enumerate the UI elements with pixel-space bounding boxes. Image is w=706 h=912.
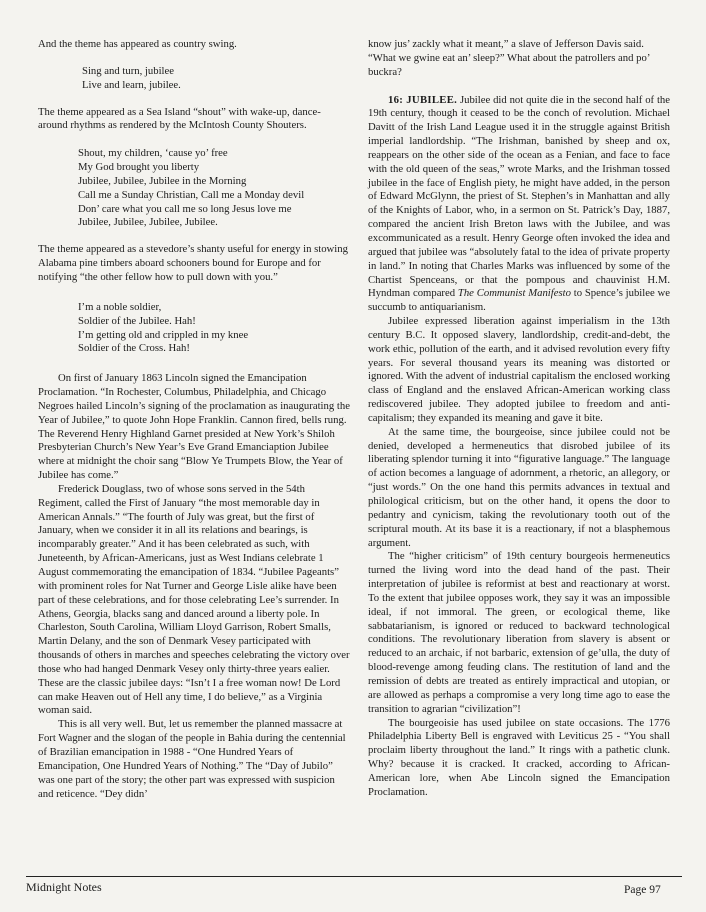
- paragraph: Frederick Douglass, two of whose sons served in the 54th Regiment, called the First of January “the most memorable day in American Annals.” “The fourth of July was great, but the first of January, when we consider it in all its relations and bearings, is incomparably greater.” And it has been celebrated as such, with Juneteenth, by African-Americans, just as West Indians celebrate 1 August commemorating the emancipation of 1834. “Jubilee Pageants” with prominent roles for Nat Turner and George Lisle alike have been part of these celebrations, and for those celebrating Lee’s surrender. In Athens, Georgia, blacks sang and danced around a liberty pole. In Charleston, South Carolina, William Lloyd Garrison, Robert Smalls, Martin Delany, and the son of Denmark Vesey participated with thousands of others in marches and speeches celebrating the victory over those who had hanged Denmark Vesey only thirty-three years ealier. These are the classic jubilee days: “Isn’t I a free woman now! De Lord can make Heaven out of Hell any time, I do believe,” as a Virginia woman said.: [38, 482, 350, 717]
- verse-line: Jubilee, Jubilee, Jubilee in the Morning: [78, 174, 247, 187]
- verse-shanty: [38, 301, 350, 356]
- paragraph: The bourgeoisie has used jubilee on state occasions. The 1776 Philadelphia Liberty Bell is engraved with Leviticus 25 - “You shall proclaim liberty throughout the land.” It rings with a pathetic clunk. Why? because it is cracked. It cracked, according to African-American lore, when Abe Lincoln signed the Emancipation Proclamation.: [368, 716, 670, 798]
- right-column: [368, 38, 670, 800]
- verse-line: Shout, my children, ‘cause yo’ free: [78, 147, 228, 160]
- verse-line: Soldier of the Cross. Hah!: [78, 342, 190, 355]
- verse-line: Don’ care what you call me so long Jesus love me: [78, 202, 292, 215]
- paragraph: Jubilee expressed liberation against imperialism in the 13th century B.C. It opposed slavery, landlordship, credit-and-debt, the work ethic, pollution of the earth, and it advised revolution every fifty years. For several thousand years its meaning was distorted or ignored. With the advent of industrial capitalism the enclosed working class of England and the enslaved African-American working class rediscovered jubilee. They adopted jubilee to freedom and anti-capitalism; they expanded its meaning and gave it bite.: [368, 315, 670, 424]
- paragraph: The “higher criticism” of 19th century bourgeois hermeneutics turned the living word into the dead hand of the past. Their interpretation of jubilee is reformist at best and reactionary at worst. To the extent that jubilee opposes work, they say it was an impossible ideal, if not immoral. The green, or ecological theme, like sabbatarianism, is ignored or reduced to backward technological conditions. The revolutionary liberation from slavery is absent or reduced to an archaic, if not barbaric, extension of ge’ulla, the duty of blood-revenge among feuding clans. The restitution of land and the remission of debts are treated as entirely impractical and utopian, or are allowed as perhaps a compromise a very long time ago to ease the transition to agrarian “civilization”!: [368, 550, 670, 715]
- page-number: Page 97: [624, 884, 661, 896]
- verse-line: I’m getting old and crippled in my knee: [78, 328, 249, 341]
- left-column: [38, 38, 350, 801]
- footer-rule: [26, 876, 682, 877]
- section-paragraph: [368, 94, 670, 316]
- verse-line: I’m a noble soldier,: [78, 300, 162, 313]
- paragraph: know jus’ zackly what it meant,” a slave of Jefferson Davis said. “What we gwine eat an’ sleep?” What about the patrollers and po’ buckra?: [368, 38, 650, 78]
- verse-line: Jubilee, Jubilee, Jubilee, Jubilee.: [78, 216, 218, 229]
- verse-line: Live and learn, jubilee.: [82, 78, 181, 91]
- paragraph-text: Jubilee did not quite die in the second half of the 19th century, though it ceased to be the conch of revolution. Michael Davitt of the Irish Land League used it in the struggle against British imperial landlordship. “The Irishman, banished by sheep and ox, reappears on the other side of the ocean as a Fenian, and face to face with the old queen of the seas,” wrote Marks, and the Irishman tossed jubilee in the face of English piety, he might have added, in the person of Edward McGlynn, the priest of St. Stephen’s in Manhattan and ally of the Knights of Labor, who, in a sermon on St. Patrick’s Day, 1887, compared the ancient Irish Breton laws with the Jubilee, and was excommunicated as a result. Henry George often invoked the idea and argued that jubilee was “absolutely fatal to the idea of private property in land.” In noting that Charles Marks was influenced by some of the Chartist Spenceans, or that the pompous and chauvinist H.M. Hyndman compared: [368, 93, 670, 300]
- paragraph: The theme appeared as a Sea Island “shout” with wake-up, dance-around rhythms as rendered by the McIntosh County Shouters.: [38, 105, 321, 132]
- paragraph: At the same time, the bourgeoise, since jubilee could not be denied, developed a hermeneutics that disrobed jubilee of its liberating splendor turning it into “figurative language.” The language of action becomes a language of adornment, a rhetoric, an allegory, or “just words.” On the one hand this permits advances in textual and philological criticism, but on the other hand, it opens the door to pedantry and cynicism, taking the revolutionary tooth out of the scriptural mouth. At its base it is a reactionary, if not a blasphemous argument.: [368, 425, 670, 549]
- publication-name: Midnight Notes: [26, 880, 102, 894]
- verse-shout: [38, 147, 350, 230]
- paragraph: This is all very well. But, let us remember the planned massacre at Fort Wagner and the slogan of the people in Bahia during the centennial of Brazilian emancipation in 1988 - “One Hundred Years of Emancipation, One Hundred Years of Nothing.” The “Day of Jubilo” was one part of the story; the other part was expressed with suspicion and reticence. “Dey didn’: [38, 718, 346, 800]
- intro-line: And the theme has appeared as country swing.: [38, 38, 237, 50]
- section-heading: 16: JUBILEE.: [388, 93, 458, 106]
- verse-line: Soldier of the Jubilee. Hah!: [78, 314, 196, 327]
- verse-line: Call me a Sunday Christian, Call me a Monday devil: [78, 188, 305, 201]
- paragraph-text: to Spence’s jubilee we succumb to antiquarianism.: [368, 287, 670, 314]
- book-title: The Communist Manifesto: [457, 287, 571, 300]
- paragraph: The theme appeared as a stevedore’s shanty useful for energy in stowing Alabama pine timbers aboard schooners bound for Europe and for notifying “the other fellow how to pull down with you.”: [38, 243, 348, 283]
- verse-line: Sing and turn, jubilee: [82, 64, 175, 77]
- verse-line: My God brought you liberty: [78, 161, 200, 174]
- paragraph: On first of January 1863 Lincoln signed the Emancipation Proclamation. “In Rochester, Columbus, Philadelphia, and Chicago Negroes hailed Lincoln’s signing of the proclamation as inaugurating the Year of Jubilee,” to quote John Hope Franklin. Cannon fired, bells rung. The Reverend Henry Highland Garnet presided at New York’s Shiloh Presbyterian Church’s New Year’s Eve Grand Emanciaption Jubilee where at midnight the choir sang “Blow Ye Trumpets Blow, the Year of Jubilee has come.”: [38, 372, 350, 482]
- verse-country-swing: [38, 65, 350, 93]
